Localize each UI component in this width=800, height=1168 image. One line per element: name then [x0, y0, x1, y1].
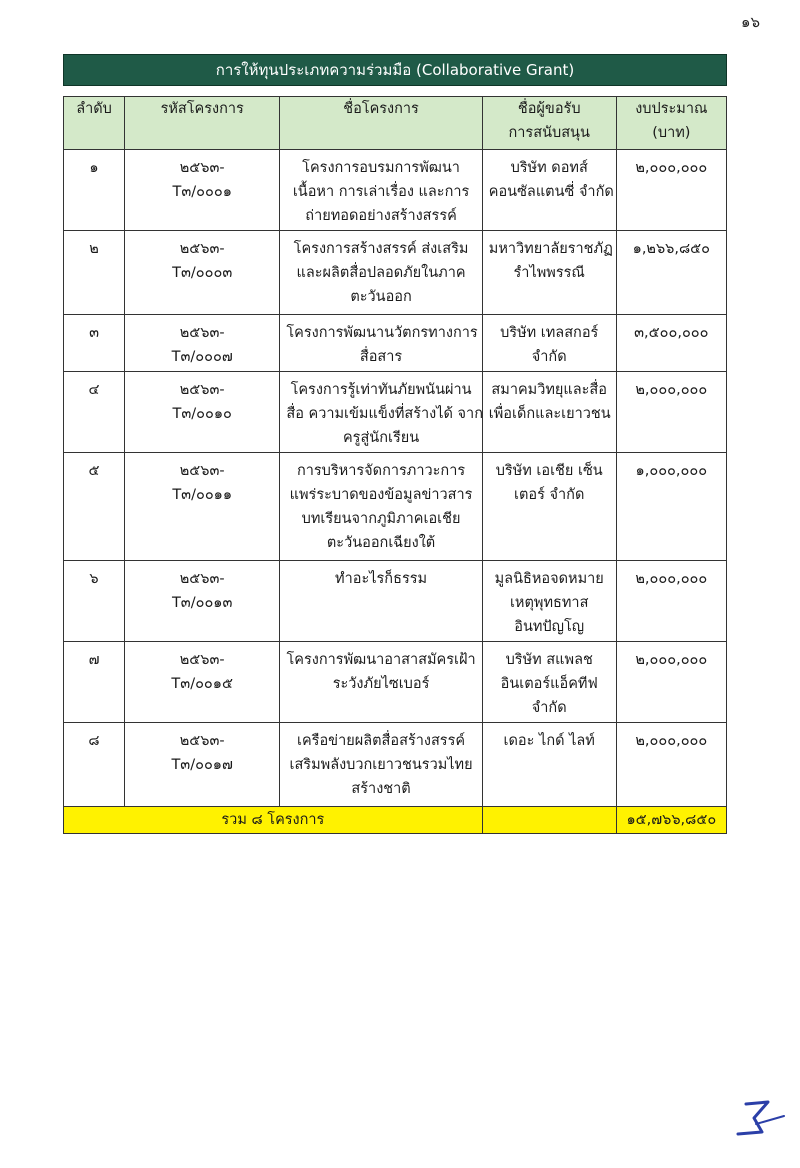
cell-recipient: สมาคมวิทยุและสื่อ เพื่อเด็กและเยาวชน: [482, 372, 616, 453]
cell-project-name: โครงการพัฒนาอาสาสมัครเฝ้า ระวังภัยไซเบอร์: [280, 642, 482, 723]
cell-project-name: โครงการรู้เท่าทันภัยพนันผ่าน สื่อ ความเข้มแข็งที่สร้างได้ จาก ครูสู่นักเรียน: [280, 372, 482, 453]
table-row: [64, 723, 727, 807]
cell-seq: ๗: [64, 642, 125, 723]
cell-project-name: การบริหารจัดการภาวะการ แพร่ระบาดของข้อมูลข่าวสาร บทเรียนจากภูมิภาคเอเชีย ตะวันออกเฉียงใต้: [280, 453, 482, 561]
cell-project-name: ทำอะไรก็ธรรม: [280, 561, 482, 642]
header-seq: ลำดับ: [64, 97, 125, 150]
cell-code: ๒๕๖๓- T๓/๐๐๐๓: [125, 231, 280, 315]
cell-budget: ๑,๐๐๐,๐๐๐: [616, 453, 726, 561]
header-budget: งบประมาณ (บาท): [616, 97, 726, 150]
cell-code: ๒๕๖๓- T๓/๐๐๐๗: [125, 315, 280, 372]
cell-seq: ๘: [64, 723, 125, 807]
cell-seq: ๕: [64, 453, 125, 561]
total-label: รวม ๘ โครงการ: [64, 807, 483, 834]
cell-budget: ๓,๕๐๐,๐๐๐: [616, 315, 726, 372]
cell-recipient: บริษัท เอเชีย เซ็น เตอร์ จำกัด: [482, 453, 616, 561]
cell-code: ๒๕๖๓- T๓/๐๐๐๑: [125, 150, 280, 231]
table-row: [64, 150, 727, 231]
table-row: [64, 561, 727, 642]
cell-budget: ๒,๐๐๐,๐๐๐: [616, 372, 726, 453]
cell-recipient: มูลนิธิหอจดหมาย เหตุพุทธทาส อินทปัญโญ: [482, 561, 616, 642]
cell-seq: ๑: [64, 150, 125, 231]
cell-project-name: โครงการสร้างสรรค์ ส่งเสริม และผลิตสื่อปลอดภัยในภาค ตะวันออก: [280, 231, 482, 315]
total-budget: ๑๕,๗๖๖,๘๕๐: [616, 807, 726, 834]
total-empty-cell: [482, 807, 616, 834]
table-row: [64, 453, 727, 561]
table-row: [64, 315, 727, 372]
table-row: [64, 372, 727, 453]
cell-budget: ๒,๐๐๐,๐๐๐: [616, 642, 726, 723]
cell-budget: ๑,๒๖๖,๘๕๐: [616, 231, 726, 315]
cell-budget: ๒,๐๐๐,๐๐๐: [616, 561, 726, 642]
cell-code: ๒๕๖๓- T๓/๐๐๑๑: [125, 453, 280, 561]
cell-recipient: เดอะ ไกด์ ไลท์: [482, 723, 616, 807]
cell-code: ๒๕๖๓- T๓/๐๐๑๓: [125, 561, 280, 642]
cell-project-name: โครงการพัฒนานวัตกรทางการ สื่อสาร: [280, 315, 482, 372]
cell-seq: ๒: [64, 231, 125, 315]
table-title: การให้ทุนประเภทความร่วมมือ (Collaborative Grant): [215, 61, 575, 79]
cell-code: ๒๕๖๓- T๓/๐๐๑๕: [125, 642, 280, 723]
page-number: ๑๖: [740, 13, 760, 31]
grant-document: [63, 54, 727, 834]
cell-budget: ๒,๐๐๐,๐๐๐: [616, 723, 726, 807]
cell-recipient: บริษัท สแพลช อินเตอร์แอ็คทีฟ จำกัด: [482, 642, 616, 723]
cell-code: ๒๕๖๓- T๓/๐๐๑๐: [125, 372, 280, 453]
table-header-row: [64, 97, 727, 150]
header-code: รหัสโครงการ: [125, 97, 280, 150]
table-row: [64, 642, 727, 723]
table-row: [64, 231, 727, 315]
cell-code: ๒๕๖๓- T๓/๐๐๑๗: [125, 723, 280, 807]
total-row: [64, 807, 727, 834]
cell-seq: ๖: [64, 561, 125, 642]
table-title-bar: [63, 54, 727, 86]
cell-recipient: มหาวิทยาลัยราชภัฏ รำไพพรรณี: [482, 231, 616, 315]
cell-project-name: เครือข่ายผลิตสื่อสร้างสรรค์ เสริมพลังบวกเยาวชนรวมไทย สร้างชาติ: [280, 723, 482, 807]
sigma-logo-icon: [728, 1096, 788, 1142]
header-name: ชื่อโครงการ: [280, 97, 482, 150]
header-recipient: ชื่อผู้ขอรับ การสนับสนุน: [482, 97, 616, 150]
cell-budget: ๒,๐๐๐,๐๐๐: [616, 150, 726, 231]
cell-recipient: บริษัท เทลสกอร์ จำกัด: [482, 315, 616, 372]
cell-recipient: บริษัท ดอทส์ คอนซัลแตนซี่ จำกัด: [482, 150, 616, 231]
cell-seq: ๔: [64, 372, 125, 453]
cell-seq: ๓: [64, 315, 125, 372]
cell-project-name: โครงการอบรมการพัฒนา เนื้อหา การเล่าเรื่อง และการ ถ่ายทอดอย่างสร้างสรรค์: [280, 150, 482, 231]
grant-table: [63, 96, 727, 834]
